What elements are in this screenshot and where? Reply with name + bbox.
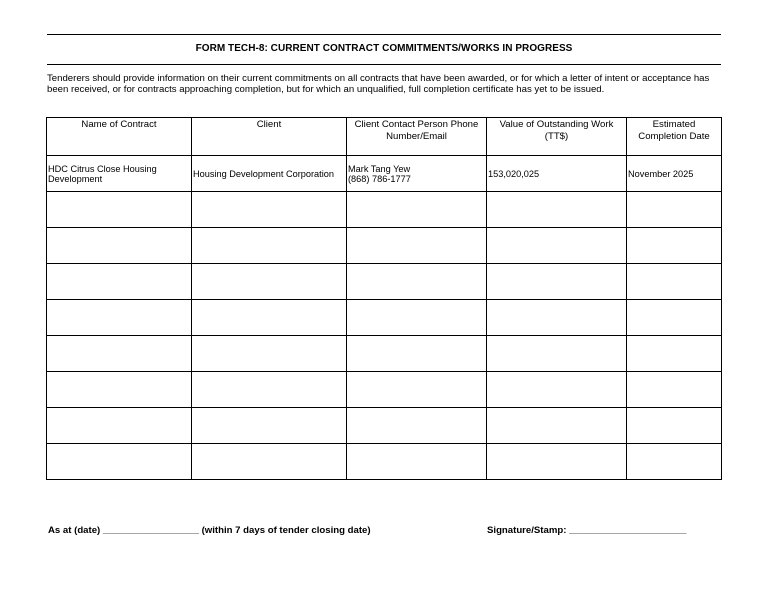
cell-contact[interactable] <box>347 156 487 192</box>
cell-completion[interactable] <box>627 336 722 372</box>
table-row <box>47 336 722 372</box>
contact-name: Mark Tang Yew <box>348 163 411 174</box>
cell-client[interactable] <box>192 372 347 408</box>
table-row <box>47 300 722 336</box>
cell-client[interactable] <box>192 228 347 264</box>
cell-value[interactable] <box>487 372 627 408</box>
cell-completion[interactable] <box>627 228 722 264</box>
table-row <box>47 372 722 408</box>
table-header-row <box>47 118 722 156</box>
cell-client[interactable] <box>192 300 347 336</box>
cell-completion[interactable] <box>627 372 722 408</box>
cell-value[interactable]: 153,020,025 <box>487 156 627 192</box>
contact-phone: (868) 786-1777 <box>348 173 411 184</box>
cell-completion[interactable] <box>627 192 722 228</box>
cell-contact[interactable] <box>347 336 487 372</box>
cell-completion[interactable] <box>627 408 722 444</box>
table-row <box>47 192 722 228</box>
header-client: Client <box>192 118 347 156</box>
cell-contact[interactable] <box>347 408 487 444</box>
cell-completion[interactable]: November 2025 <box>627 156 722 192</box>
cell-contract[interactable] <box>47 228 192 264</box>
cell-contract[interactable] <box>47 408 192 444</box>
cell-completion[interactable] <box>627 264 722 300</box>
as-at-date-line[interactable]: As at (date) __________________ (within 7 days of tender closing date) <box>48 525 371 536</box>
header-name-of-contract: Name of Contract <box>47 118 192 156</box>
cell-client[interactable]: Housing Development Corporation <box>192 156 347 192</box>
cell-contact[interactable] <box>347 264 487 300</box>
cell-client[interactable] <box>192 408 347 444</box>
signature-stamp-line[interactable]: Signature/Stamp: ______________________ <box>487 525 687 536</box>
title-underline-rule <box>47 64 721 65</box>
cell-value[interactable] <box>487 408 627 444</box>
table-row <box>47 156 722 192</box>
cell-value[interactable] <box>487 192 627 228</box>
cell-value[interactable] <box>487 228 627 264</box>
cell-contact[interactable] <box>347 300 487 336</box>
cell-client[interactable] <box>192 444 347 480</box>
cell-value[interactable] <box>487 336 627 372</box>
header-outstanding-value: Value of Outstanding Work (TT$) <box>487 118 627 156</box>
cell-contract[interactable] <box>47 300 192 336</box>
cell-contract[interactable] <box>47 444 192 480</box>
cell-completion[interactable] <box>627 300 722 336</box>
cell-contact[interactable] <box>347 372 487 408</box>
contract-commitments-table <box>46 117 722 480</box>
instructions-paragraph: Tenderers should provide information on their current commitments on all contracts that have been awarded, or for which a letter of intent or acceptance has been received, or for contracts approaching completion, but for which an unqualified, full completion certificate has yet to be issued. <box>47 73 710 96</box>
cell-client[interactable] <box>192 264 347 300</box>
header-completion-date: Estimated Completion Date <box>627 118 722 156</box>
cell-value[interactable] <box>487 444 627 480</box>
form-title: FORM TECH-8: CURRENT CONTRACT COMMITMENTS/WORKS IN PROGRESS <box>195 43 573 54</box>
cell-contract[interactable] <box>47 264 192 300</box>
cell-client[interactable] <box>192 336 347 372</box>
cell-contract[interactable]: HDC Citrus Close Housing Development <box>47 156 192 192</box>
table-row <box>47 444 722 480</box>
cell-client[interactable] <box>192 192 347 228</box>
top-rule <box>47 34 721 35</box>
cell-contact[interactable] <box>347 192 487 228</box>
table-row <box>47 228 722 264</box>
cell-value[interactable] <box>487 264 627 300</box>
cell-completion[interactable] <box>627 444 722 480</box>
cell-value[interactable] <box>487 300 627 336</box>
cell-contract[interactable] <box>47 192 192 228</box>
table-row <box>47 408 722 444</box>
header-client-contact: Client Contact Person Phone Number/Email <box>347 118 487 156</box>
cell-contact[interactable] <box>347 444 487 480</box>
cell-contract[interactable] <box>47 336 192 372</box>
table-row <box>47 264 722 300</box>
cell-contract[interactable] <box>47 372 192 408</box>
cell-contact[interactable] <box>347 228 487 264</box>
